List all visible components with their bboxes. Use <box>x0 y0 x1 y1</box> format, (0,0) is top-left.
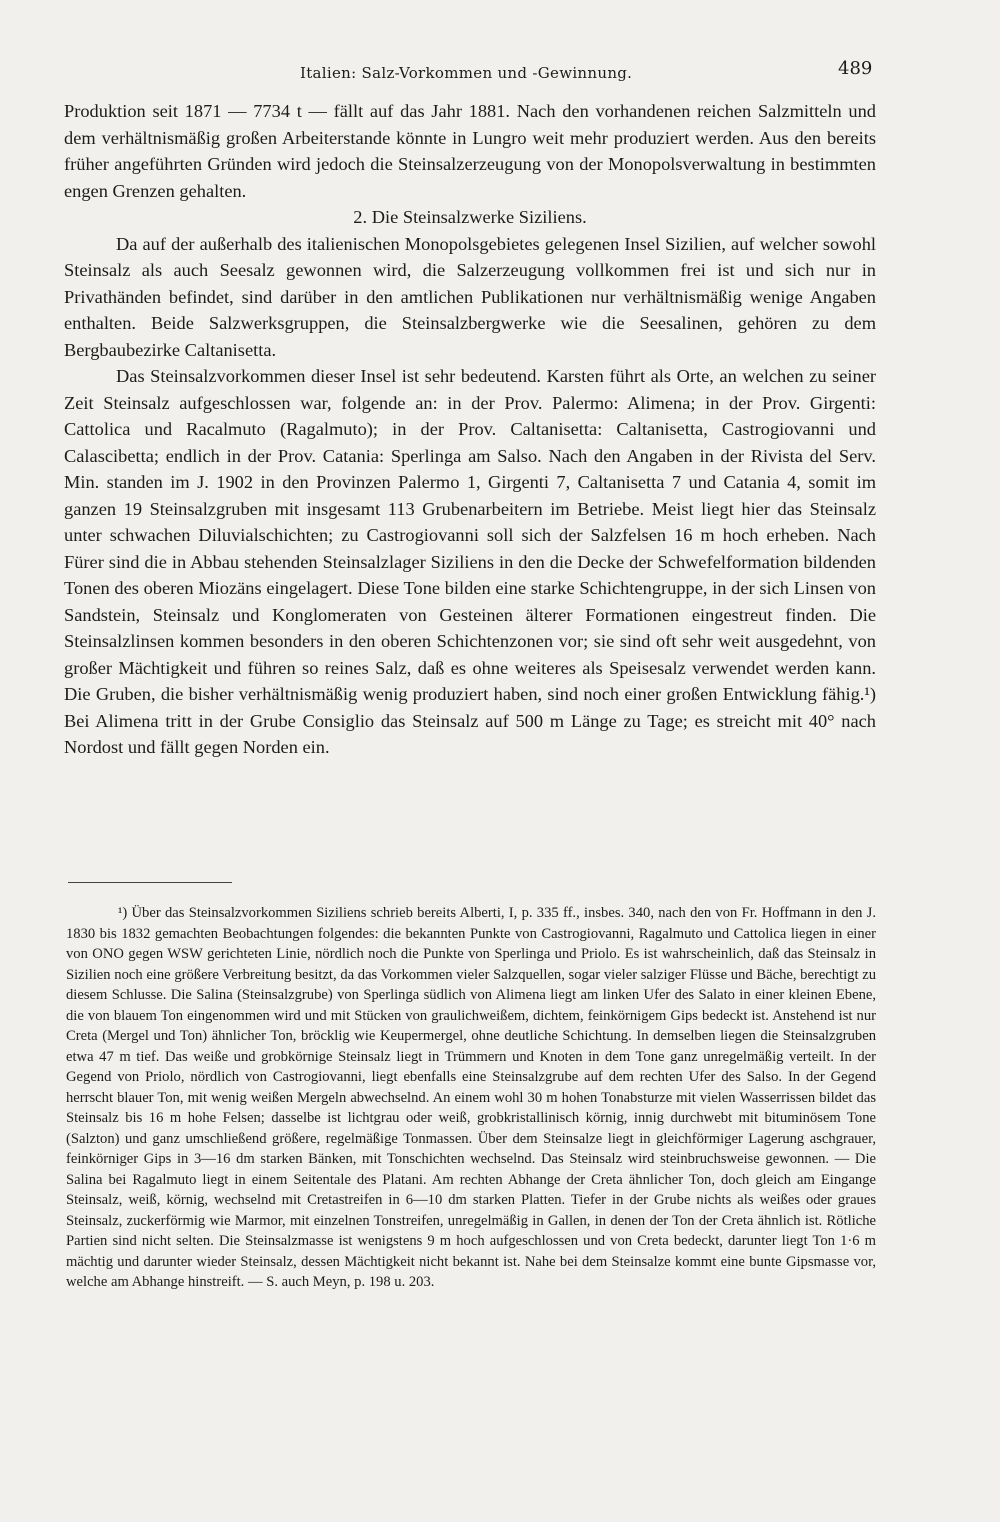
section-heading: 2. Die Steinsalzwerke Siziliens. <box>353 207 587 227</box>
paragraph-3: Das Steinsalzvorkommen dieser Insel ist sehr bedeutend. Karsten führt als Orte, an welchen zu seiner Zeit Steinsalz aufgeschlossen war, folgende an: in der Prov. Palermo: Alimena; in der Prov. Girgenti: Cattolica und Racalmuto (Ragalmuto); in der Prov. Caltanisetta: Caltanisetta, Castrogiovanni und Calascibetta; endlich in der Prov. Catania: Sperlinga am Salso. Nach den Angaben in der Rivista del Serv. Min. standen im J. 1902 in den Provinzen Palermo 1, Girgenti 7, Caltanisetta 7 und Catania 4, somit im ganzen 19 Steinsalzgruben mit insgesamt 113 Grubenarbeitern im Betriebe. Meist liegt hier das Steinsalz unter schwachen Diluvialschichten; zu Castrogiovanni soll sich der Salzfelsen 16 m hoch erheben. Nach Fürer sind die in Abbau stehenden Steinsalzlager Siziliens in den die Decke der Schwefelformation bildenden Tonen des oberen Miozäns eingelagert. Diese Tone bilden eine starke Schichtengruppe, in der sich Linsen von Sandstein, Steinsalz und Konglomeraten von Gesteinen älterer Formationen eingestreut finden. Die Steinsalzlinsen kommen besonders in den oberen Schichtenzonen vor; sie sind oft sehr weit ausgedehnt, von großer Mächtigkeit und führen so reines Salz, daß es ohne weiteres als Speisesalz verwendet werden kann. Die Gruben, die bisher verhältnismäßig wenig produziert haben, sind noch einer großen Entwicklung fähig.¹) Bei Alimena tritt in der Grube Consiglio das Steinsalz auf 500 m Länge zu Tage; es streicht mit 40° nach Nordost und fällt gegen Norden ein. <box>64 366 876 757</box>
main-text <box>64 98 876 761</box>
footnote-divider <box>68 882 232 883</box>
footnote-area <box>66 903 876 1293</box>
page-number: 489 <box>838 58 873 79</box>
running-title: Italien: Salz-Vorkommen und -Gewinnung. <box>300 64 633 82</box>
footnote-1: ¹) Über das Steinsalzvorkommen Siziliens schrieb bereits Alberti, I, p. 335 ff., insbes. 340, nach den von Fr. Hoffmann in den J. 1830 bis 1832 gemachten Beobachtungen folgendes: die bekannten Punkte von Castrogiovanni, Ragalmuto und Cattolica liegen in einer von ONO gegen WSW gerichteten Linie, nördlich noch die Punkte von Sperlinga und Priolo. Es ist wahrscheinlich, daß das Steinsalz in Sizilien noch eine größere Verbreitung besitzt, da das Vorkommen vieler Salzquellen, sogar vieler salziger Flüsse und Bäche, berechtigt zu diesem Schlusse. Die Salina (Steinsalzgrube) von Sperlinga südlich von Alimena liegt am linken Ufer des Salato in einer kleinen Ebene, die von blauem Ton eingenommen wird und mit Stücken von graulichweißem, dichtem, feinkörnigem Gips bedeckt ist. Anstehend ist nur Creta (Mergel und Ton) ähnlicher Ton, bröcklig wie Keupermergel, ohne deutliche Schichtung. In demselben liegen die Steinsalzgruben etwa 47 m tief. Das weiße und grobkörnige Steinsalz liegt in Trümmern und Knoten in dem Tone ganz unregelmäßig verteilt. In der Gegend von Priolo, nördlich von Castrogiovanni, liegt ebenfalls eine Steinsalzgrube auf dem rechten Ufer des Salso. In der Gegend herrscht blauer Ton, mit wenig weißen Mergeln abwechselnd. An einem wohl 30 m hohen Tonabsturze mit vielen Wasserrissen bildet das Steinsalz bis 16 m hohe Felsen; dasselbe ist lichtgrau oder weiß, grobkristallinisch körnig, innig durchwebt mit bituminösem Tone (Salzton) und ganz umschließend größere, regelmäßige Tonmassen. Über dem Steinsalze liegt in gleichförmiger Lagerung aschgrauer, feinkörniger Gips in 3—16 dm starken Bänken, mit Tonschichten wechselnd. Das Steinsalz wird steinbruchsweise gewonnen. — Die Salina bei Ragalmuto liegt in einem Seitentale des Platani. Am rechten Abhange der Creta ähnlicher Ton, doch gleich am Eingange Steinsalz, weiß, körnig, wechselnd mit Cretastreifen in 6—10 dm starken Platten. Tiefer in der Grube nichts als weißes oder graues Steinsalz, zuckerförmig wie Marmor, mit einzelnen Tonstreifen, unregelmäßig in Gallen, in denen der Ton der Creta ähnlich ist. Rötliche Partien sind nicht selten. Die Steinsalzmasse ist wenigstens 9 m hoch aufgeschlossen und von Creta bedeckt, darunter liegt Ton 1·6 m mächtig und darunter wieder Steinsalz, dessen Mächtigkeit nicht bekannt ist. Nahe bei dem Steinsalze kommt eine bunte Gipsmasse vor, welche am Abhange hinstreift. — S. auch Meyn, p. 198 u. 203. <box>66 905 876 1290</box>
paragraph-1: Produktion seit 1871 — 7734 t — fällt auf das Jahr 1881. Nach den vorhandenen reichen Salzmitteln und dem verhältnismäßig großen Arbeiterstande könnte in Lungro weit mehr produziert werden. Aus den bereits früher angeführten Gründen wird jedoch die Steinsalzerzeugung von der Monopolsverwaltung in bestimmten engen Grenzen gehalten. <box>64 101 876 201</box>
paragraph-2: Da auf der außerhalb des italienischen Monopolsgebietes gelegenen Insel Sizilien, auf welcher sowohl Steinsalz als auch Seesalz gewonnen wird, die Salzerzeugung vollkommen frei ist und sich nur in Privathänden befindet, sind darüber in den amtlichen Publikationen nur verhältnismäßig wenige Angaben enthalten. Beide Salzwerksgruppen, die Steinsalzbergwerke wie die Seesalinen, gehören zu dem Bergbaubezirke Caltanisetta. <box>64 233 876 360</box>
